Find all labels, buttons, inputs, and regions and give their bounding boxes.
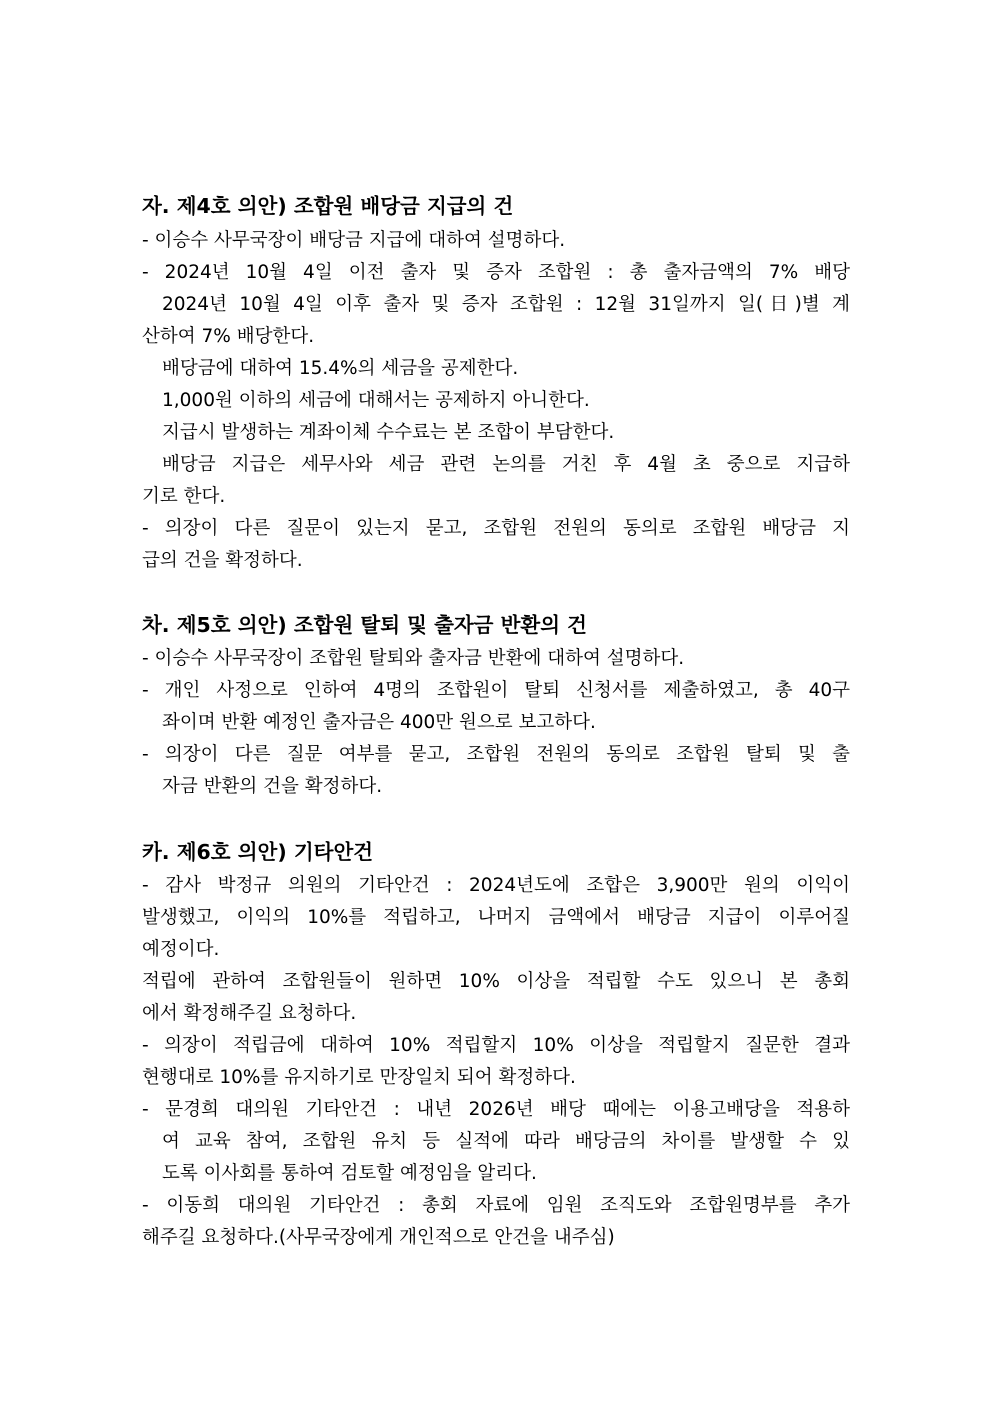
section-heading: 카. 제6호 의안) 기타안건 — [142, 840, 374, 864]
paragraph-line: 기로 한다. — [142, 486, 226, 507]
paragraph-line: 배당금 지급은 세무사와 세금 관련 논의를 거친 후 4월 초 중으로 지급하 — [162, 454, 850, 475]
paragraph-line: 좌이며 반환 예정인 출자금은 400만 원으로 보고하다. — [162, 712, 596, 733]
paragraph-line: 여 교육 참여, 조합원 유치 등 실적에 따라 배당금의 차이를 발생할 수 있 — [162, 1131, 850, 1152]
paragraph-line: 2024년 10월 4일 이후 출자 및 증자 조합원 : 12월 31일까지 일(日)별 계 — [162, 294, 850, 315]
paragraph-line: 예정이다. — [142, 939, 220, 960]
paragraph-line: - 의장이 다른 질문이 있는지 묻고, 조합원 전원의 동의로 조합원 배당금 지 — [142, 518, 850, 539]
paragraph-line: 적립에 관하여 조합원들이 원하면 10% 이상을 적립할 수도 있으니 본 총회 — [142, 971, 850, 992]
paragraph-line: 현행대로 10%를 유지하기로 만장일치 되어 확정하다. — [142, 1067, 576, 1088]
paragraph-line: 에서 확정해주길 요청하다. — [142, 1003, 357, 1024]
paragraph-line: - 의장이 적립금에 대하여 10% 적립할지 10% 이상을 적립할지 질문한 결과 — [142, 1035, 850, 1056]
paragraph-line: 1,000원 이하의 세금에 대해서는 공제하지 아니한다. — [162, 390, 590, 411]
section-heading: 차. 제5호 의안) 조합원 탈퇴 및 출자금 반환의 건 — [142, 613, 587, 637]
paragraph-line: 산하여 7% 배당한다. — [142, 326, 315, 347]
paragraph-line: - 이동희 대의원 기타안건 : 총회 자료에 임원 조직도와 조합원명부를 추가 — [142, 1195, 850, 1216]
section-heading: 자. 제4호 의안) 조합원 배당금 지급의 건 — [142, 194, 514, 218]
paragraph-line: - 2024년 10월 4일 이전 출자 및 증자 조합원 : 총 출자금액의 7% 배당 — [142, 262, 850, 283]
paragraph-line: 도록 이사회를 통하여 검토할 예정임을 알리다. — [162, 1163, 537, 1184]
paragraph-line: 급의 건을 확정하다. — [142, 550, 303, 571]
paragraph-line: - 개인 사정으로 인하여 4명의 조합원이 탈퇴 신청서를 제출하였고, 총 40구 — [142, 680, 850, 701]
paragraph-line: 자금 반환의 건을 확정하다. — [162, 776, 383, 797]
paragraph-line: 해주길 요청하다.(사무국장에게 개인적으로 안건을 내주심) — [142, 1227, 615, 1248]
paragraph-line: - 이승수 사무국장이 배당금 지급에 대하여 설명하다. — [142, 230, 566, 251]
paragraph-line: - 문경희 대의원 기타안건 : 내년 2026년 배당 때에는 이용고배당을 적용하 — [142, 1099, 850, 1120]
paragraph-line: 배당금에 대하여 15.4%의 세금을 공제한다. — [162, 358, 519, 379]
paragraph-line: - 이승수 사무국장이 조합원 탈퇴와 출자금 반환에 대하여 설명하다. — [142, 648, 685, 669]
paragraph-line: - 의장이 다른 질문 여부를 묻고, 조합원 전원의 동의로 조합원 탈퇴 및 출 — [142, 744, 850, 765]
paragraph-line: - 감사 박정규 의원의 기타안건 : 2024년도에 조합은 3,900만 원의 이익이 — [142, 875, 850, 896]
paragraph-line: 지급시 발생하는 계좌이체 수수료는 본 조합이 부담한다. — [162, 422, 615, 443]
paragraph-line: 발생했고, 이익의 10%를 적립하고, 나머지 금액에서 배당금 지급이 이루어질 — [142, 907, 850, 928]
